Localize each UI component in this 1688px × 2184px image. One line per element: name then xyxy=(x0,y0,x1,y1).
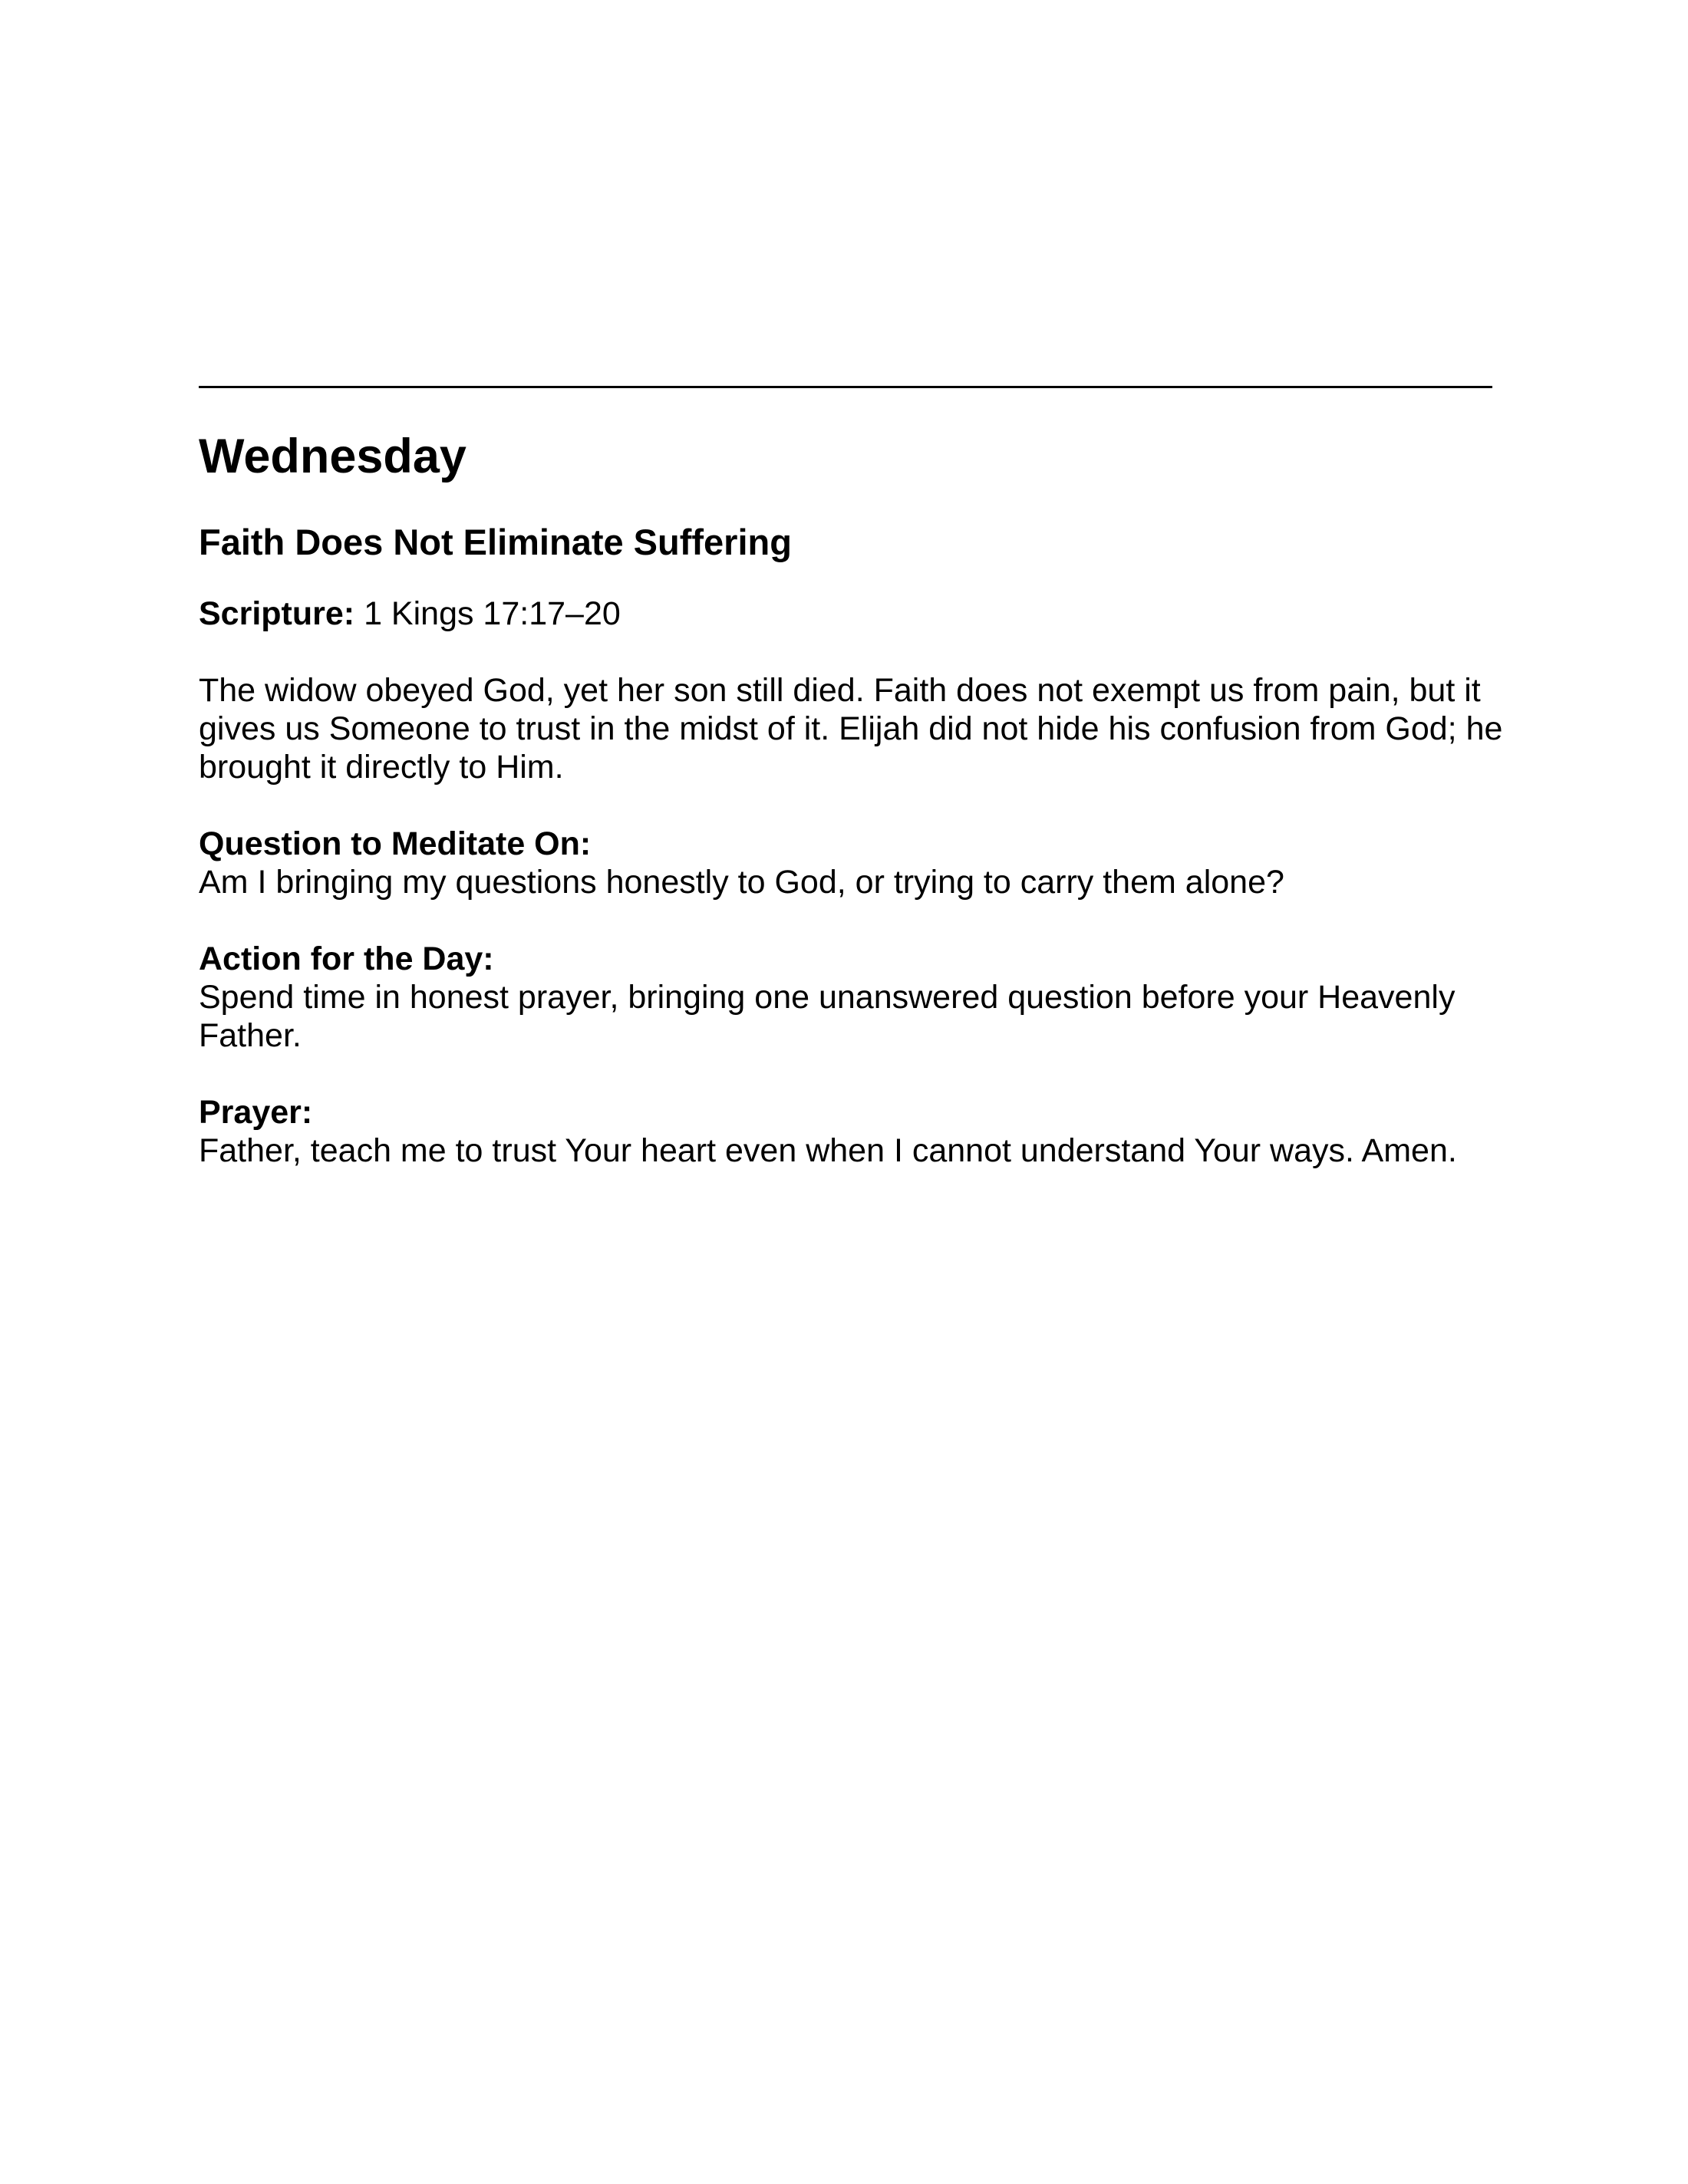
prayer-heading: Prayer: xyxy=(199,1094,313,1131)
question-section xyxy=(199,825,1503,901)
action-heading: Action for the Day: xyxy=(199,940,494,977)
scripture-line xyxy=(199,595,1503,633)
question-text: Am I bringing my questions honestly to God, or trying to carry them alone? xyxy=(199,864,1284,901)
scripture-reference: 1 Kings 17:17–20 xyxy=(364,595,621,632)
devotion-body: The widow obeyed God, yet her son still died. Faith does not exempt us from pain, but it gives us Someone to trust in the midst of it. Elijah did not hide his confusion from God; he brought it directly to Him. xyxy=(199,672,1503,786)
day-title: Wednesday xyxy=(199,430,467,483)
action-text: Spend time in honest prayer, bringing one unanswered question before your Heavenly Father. xyxy=(199,979,1456,1054)
scripture-label: Scripture: xyxy=(199,595,355,632)
question-heading: Question to Meditate On: xyxy=(199,825,592,862)
prayer-text: Father, teach me to trust Your heart even when I cannot understand Your ways. Amen. xyxy=(199,1132,1457,1169)
action-section xyxy=(199,940,1503,1055)
devotion-title: Faith Does Not Eliminate Suffering xyxy=(199,522,792,562)
prayer-section xyxy=(199,1093,1503,1170)
horizontal-rule xyxy=(199,386,1492,388)
devotional-content xyxy=(199,426,1503,1170)
